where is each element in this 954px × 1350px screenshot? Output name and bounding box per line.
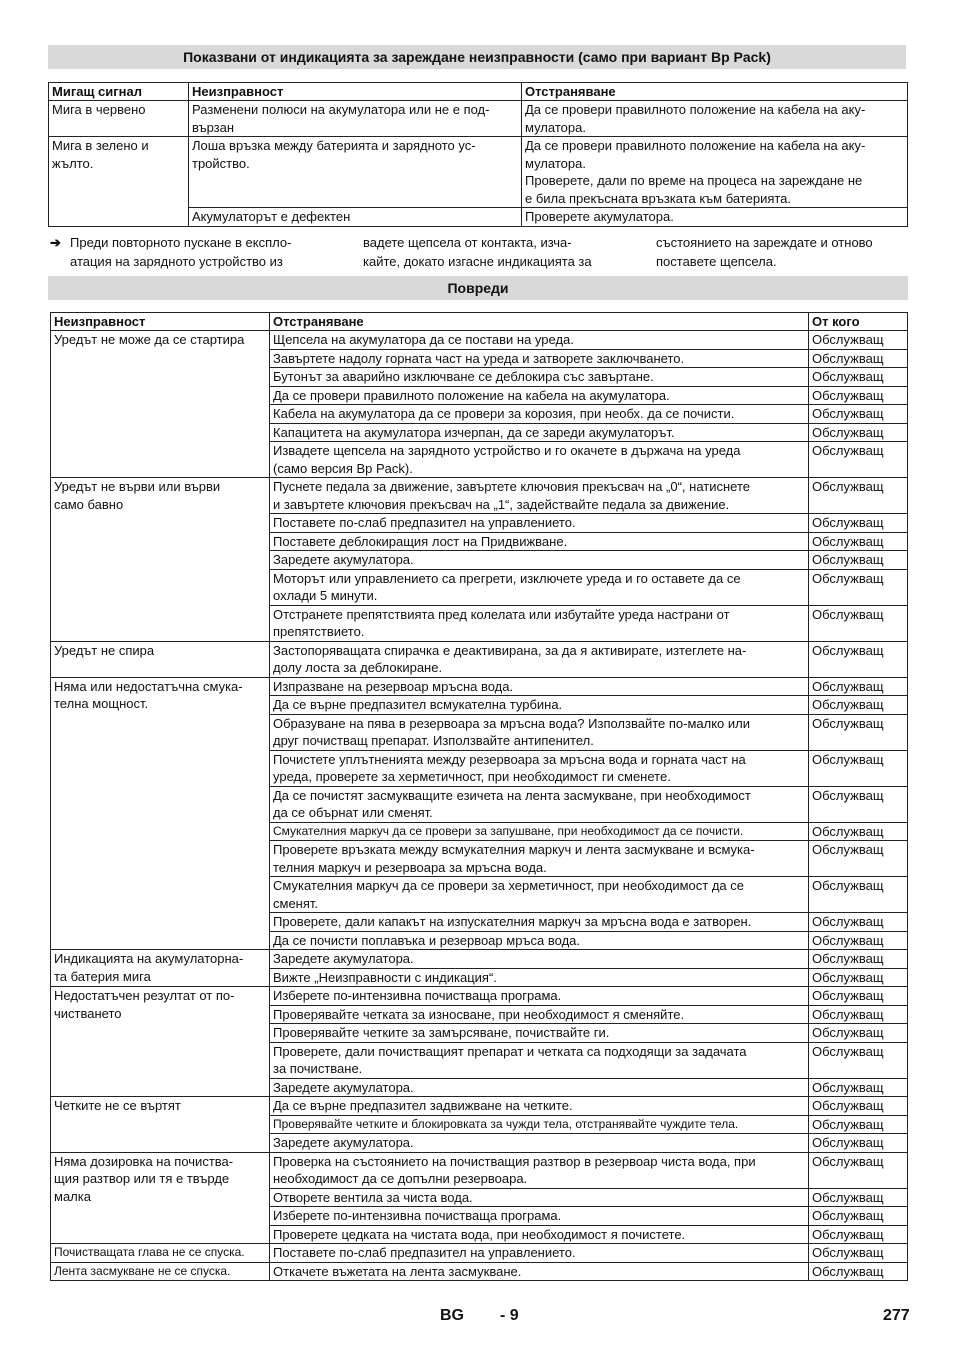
fix-cell: Да се върне предпазител всмукателна турбина. <box>270 696 809 715</box>
section-title-charge-faults: Показвани от индикацията за зареждане неизправности (само при вариант Bp Pack) <box>48 45 906 69</box>
fix-cell: Изпразване на резервоар мръсна вода. <box>270 677 809 696</box>
fix-cell: Смукателния маркуч да се провери за запушване, при необходимост да се почисти. <box>270 822 809 841</box>
who-cell: Обслужващ <box>809 641 908 677</box>
fix-cell: Изберете по-интензивна почистваща програма. <box>270 1207 809 1226</box>
arrow-icon: ➔ <box>50 235 61 250</box>
header-fault: Неизправност <box>189 83 522 101</box>
header-fix: Отстраняване <box>522 83 908 101</box>
who-cell: Обслужващ <box>809 605 908 641</box>
table-row <box>51 1152 908 1188</box>
who-cell: Обслужващ <box>809 478 908 514</box>
footer-page-global: 277 <box>883 1307 910 1324</box>
fix-cell: Да се провери правилното положение на кабела на аку- мулатора. <box>522 101 908 137</box>
fault-cell: Няма или недостатъчна смука- телна мощност. <box>51 677 270 950</box>
who-cell: Обслужващ <box>809 1078 908 1097</box>
footer-lang: BG <box>440 1307 464 1324</box>
who-cell: Обслужващ <box>809 1115 908 1134</box>
who-cell: Обслужващ <box>809 841 908 877</box>
fix-cell: Отворете вентила за чиста вода. <box>270 1188 809 1207</box>
who-cell: Обслужващ <box>809 1024 908 1043</box>
table-row <box>51 478 908 514</box>
who-cell: Обслужващ <box>809 1225 908 1244</box>
fault-cell: Лента засмукване не се спуска. <box>51 1262 270 1281</box>
fix-cell: Кабела на акумулатора да се провери за корозия, при необх. да се почисти. <box>270 405 809 424</box>
fix-cell: Бутонът за аварийно изключване се деблокира със завъртане. <box>270 368 809 387</box>
footer-page-local: - 9 <box>500 1307 519 1324</box>
fix-cell: Проверете, дали почистващият препарат и четката са подходящи за задачата за почистване. <box>270 1042 809 1078</box>
fault-cell: Лоша връзка между батерията и зарядното ус- тройство. <box>189 137 522 208</box>
who-cell: Обслужващ <box>809 1134 908 1153</box>
fix-cell: Откачете въжетата на лента засмукване. <box>270 1262 809 1281</box>
fault-cell: Четките не се въртят <box>51 1097 270 1153</box>
fix-cell: Проверявайте четките за замърсяване, почиствайте ги. <box>270 1024 809 1043</box>
who-cell: Обслужващ <box>809 386 908 405</box>
who-cell: Обслужващ <box>809 1097 908 1116</box>
fix-cell: Пуснете педала за движение, завъртете ключовия прекъсвач на „0“, натиснете и завъртете ключовия прекъсвач на „1“, задействайте педала за движение. <box>270 478 809 514</box>
header-fault2: Неизправност <box>51 313 270 331</box>
who-cell: Обслужващ <box>809 1207 908 1226</box>
fix-cell: Заредете акумулатора. <box>270 1134 809 1153</box>
fix-cell: Застопоряващата спирачка е деактивирана, за да я активирате, изтеглете на- долу лоста за деблокиране. <box>270 641 809 677</box>
who-cell: Обслужващ <box>809 551 908 570</box>
fix-cell: Поставете по-слаб предпазител на управлението. <box>270 514 809 533</box>
who-cell: Обслужващ <box>809 1244 908 1263</box>
who-cell: Обслужващ <box>809 1005 908 1024</box>
header-who: От кого <box>809 313 908 331</box>
who-cell: Обслужващ <box>809 1262 908 1281</box>
fault-cell: Акумулаторът е дефектен <box>189 208 522 227</box>
fault-cell: Няма дозировка на почиства- щия разтвор или тя е твърде малка <box>51 1152 270 1244</box>
who-cell: Обслужващ <box>809 786 908 822</box>
table-row <box>51 641 908 677</box>
fix-cell: Проверявайте четката за износване, при необходимост я сменяйте. <box>270 1005 809 1024</box>
who-cell: Обслужващ <box>809 677 908 696</box>
who-cell: Обслужващ <box>809 987 908 1006</box>
table-row <box>51 1244 908 1263</box>
header-fix2: Отстраняване <box>270 313 809 331</box>
fix-cell: Заредете акумулатора. <box>270 950 809 969</box>
fix-cell: Вижте „Неизправности с индикация“. <box>270 968 809 987</box>
fix-cell: Проверете цедката на чистата вода, при необходимост я почистете. <box>270 1225 809 1244</box>
who-cell: Обслужващ <box>809 442 908 478</box>
who-cell: Обслужващ <box>809 514 908 533</box>
who-cell: Обслужващ <box>809 349 908 368</box>
fix-cell: Извадете щепсела на зарядното устройство и го окачете в държача на уреда (само версия Bp Pack). <box>270 442 809 478</box>
fix-cell: Проверете, дали капакът на изпускателния маркуч за мръсна вода е затворен. <box>270 913 809 932</box>
faults-table <box>50 312 908 1281</box>
who-cell: Обслужващ <box>809 968 908 987</box>
note-col-1: Преди повторното пускане в експло- атация на зарядното устройство из <box>70 235 292 269</box>
fix-cell: Поставете по-слаб предпазител на управлението. <box>270 1244 809 1263</box>
fix-cell: Проверявайте четките и блокировката за чужди тела, отстранявайте чуждите тела. <box>270 1115 809 1134</box>
fix-cell: Моторът или управлението са прегрети, изключете уреда и го оставете да се охлади 5 минути. <box>270 569 809 605</box>
fault-cell: Уредът не може да се стартира <box>51 331 270 478</box>
fix-cell: Да се почисти поплавъка и резервоар мръса вода. <box>270 931 809 950</box>
fix-cell: Да се върне предпазител задвижване на четките. <box>270 1097 809 1116</box>
who-cell: Обслужващ <box>809 532 908 551</box>
table-row <box>51 331 908 350</box>
table-row <box>49 101 908 137</box>
table-row <box>51 1097 908 1116</box>
fix-cell: Заредете акумулатора. <box>270 1078 809 1097</box>
section-title-faults: Повреди <box>48 276 908 300</box>
signal-cell: Мига в червено <box>49 101 189 137</box>
who-cell: Обслужващ <box>809 1188 908 1207</box>
fix-cell: Почистете уплътненията между резервоара за мръсна вода и горната част на уреда, проверете за херметичност, при необходимост ги сменете. <box>270 750 809 786</box>
table-row <box>51 677 908 696</box>
who-cell: Обслужващ <box>809 1042 908 1078</box>
fix-cell: Проверка на състоянието на почистващия разтвор в резервоар чиста вода, при необходимост да се допълни резервоара. <box>270 1152 809 1188</box>
table-row <box>51 950 908 969</box>
who-cell: Обслужващ <box>809 950 908 969</box>
fix-cell: Отстранете препятствията пред колелата или избутайте уреда настрани от препятствието. <box>270 605 809 641</box>
fault-cell: Уредът не върви или върви само бавно <box>51 478 270 642</box>
who-cell: Обслужващ <box>809 750 908 786</box>
fix-cell: Изберете по-интензивна почистваща програма. <box>270 987 809 1006</box>
who-cell: Обслужващ <box>809 423 908 442</box>
fault-cell: Разменени полюси на акумулатора или не е под- вързан <box>189 101 522 137</box>
fault-cell: Почистващата глава не се спуска. <box>51 1244 270 1263</box>
fault-cell: Индикацията на акумулаторна- та батерия мига <box>51 950 270 987</box>
who-cell: Обслужващ <box>809 822 908 841</box>
note-col-3: състоянието на зареждате и отново поставете щепсела. <box>656 235 873 269</box>
charge-faults-table <box>48 82 908 227</box>
fix-cell: Проверете връзката между всмукателния маркуч и лента засмукване и всмука- телния маркуч и резервоара за мръсна вода. <box>270 841 809 877</box>
who-cell: Обслужващ <box>809 714 908 750</box>
fault-cell: Уредът не спира <box>51 641 270 677</box>
header-signal: Мигащ сигнал <box>49 83 189 101</box>
fix-cell: Образуване на пява в резервоара за мръсна вода? Използвайте по-малко или друг почистващ препарат. Използвайте антипенител. <box>270 714 809 750</box>
who-cell: Обслужващ <box>809 877 908 913</box>
who-cell: Обслужващ <box>809 569 908 605</box>
who-cell: Обслужващ <box>809 696 908 715</box>
fix-cell: Завъртете надолу горната част на уреда и затворете заключването. <box>270 349 809 368</box>
note-col-2: вадете щепсела от контакта, изча- кайте, докато изгасне индикацията за <box>363 235 592 269</box>
table-row <box>51 1262 908 1281</box>
who-cell: Обслужващ <box>809 331 908 350</box>
fix-cell: Да се почистят засмукващите езичета на лента засмукване, при необходимост да се обърнат или сменят. <box>270 786 809 822</box>
fault-cell: Недостатъчен резултат от по- чистването <box>51 987 270 1097</box>
fix-cell: Да се провери правилното положение на кабела на аку- мулатора. Проверете, дали по време на процеса на зареждане не е била прекъсната връзката към батерията. <box>522 137 908 208</box>
fix-cell: Смукателния маркуч да се провери за херметичност, при необходимост да се сменят. <box>270 877 809 913</box>
fix-cell: Щепсела на акумулатора да се постави на уреда. <box>270 331 809 350</box>
fix-cell: Капацитета на акумулатора изчерпан, да се зареди акумулаторът. <box>270 423 809 442</box>
table-row <box>49 137 908 208</box>
who-cell: Обслужващ <box>809 913 908 932</box>
table-row <box>51 987 908 1006</box>
who-cell: Обслужващ <box>809 368 908 387</box>
fix-cell: Поставете деблокиращия лост на Придвижване. <box>270 532 809 551</box>
who-cell: Обслужващ <box>809 405 908 424</box>
fix-cell: Проверете акумулатора. <box>522 208 908 227</box>
fix-cell: Да се провери правилното положение на кабела на акумулатора. <box>270 386 809 405</box>
who-cell: Обслужващ <box>809 931 908 950</box>
fix-cell: Заредете акумулатора. <box>270 551 809 570</box>
signal-cell: Мига в зелено и жълто. <box>49 137 189 227</box>
who-cell: Обслужващ <box>809 1152 908 1188</box>
